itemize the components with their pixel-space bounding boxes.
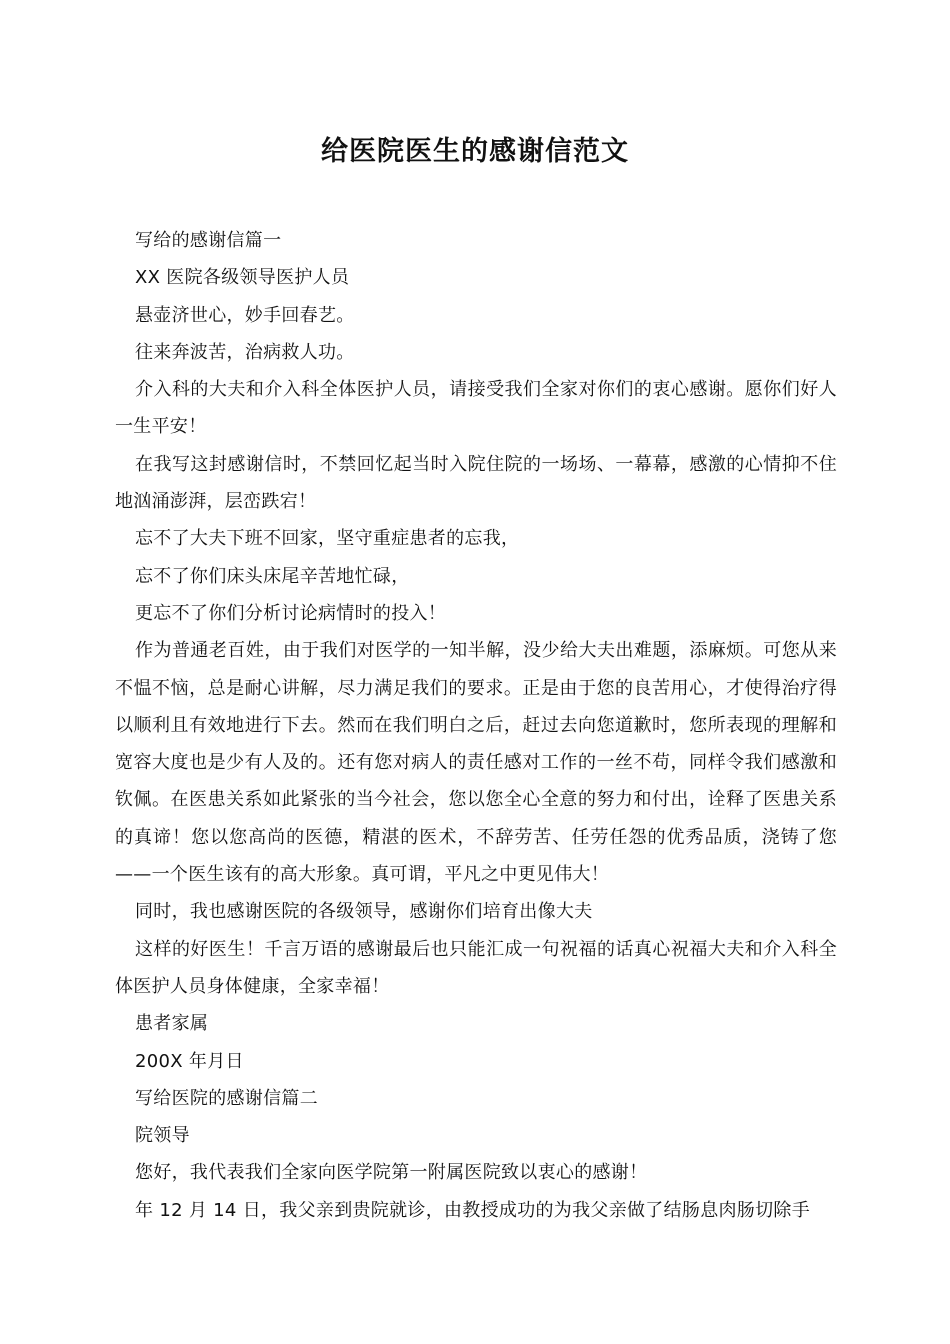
document-body <box>115 222 837 1229</box>
paragraph: XX 医院各级领导医护人员 <box>135 267 350 289</box>
paragraph: 忘不了你们床头床尾辛苦地忙碌， <box>135 565 410 587</box>
paragraph: 更忘不了你们分析讨论病情时的投入！ <box>135 602 447 624</box>
paragraph: 这样的好医生！千言万语的感谢最后也只能汇成一句祝福的话真心祝福大夫和介入科全体医护人员身体健康，全家幸福！ <box>115 938 837 997</box>
paragraph: 在我写这封感谢信时，不禁回忆起当时入院住院的一场场、一幕幕，感激的心情抑不住地汹涌澎湃，层峦跌宕！ <box>115 453 837 513</box>
paragraph: 写给的感谢信篇一 <box>135 230 282 251</box>
paragraph: 介入科的大夫和介入科全体医护人员，请接受我们全家对你们的衷心感谢。愿你们好人一生平安！ <box>115 379 837 438</box>
paragraph: 往来奔波苦，治病救人功。 <box>135 341 355 363</box>
paragraph: 200X 年月日 <box>135 1050 244 1072</box>
document-title: 给医院医生的感谢信范文 <box>321 136 629 167</box>
paragraph: 忘不了大夫下班不回家，坚守重症患者的忘我， <box>135 528 520 550</box>
paragraph: 悬壶济世心，妙手回春艺。 <box>135 304 355 326</box>
paragraph: 同时，我也感谢医院的各级领导，感谢你们培育出像大夫 <box>135 901 593 923</box>
paragraph: 写给医院的感谢信篇二 <box>135 1087 318 1109</box>
paragraph: 患者家属 <box>135 1013 209 1035</box>
paragraph: 年 12 月 14 日，我父亲到贵院就诊，由教授成功的为我父亲做了结肠息肉肠切除手 <box>135 1199 810 1221</box>
paragraph: 您好，我代表我们全家向医学院第一附属医院致以衷心的感谢！ <box>135 1162 648 1184</box>
paragraph: 院领导 <box>135 1125 190 1147</box>
paragraph: 作为普通老百姓，由于我们对医学的一知半解，没少给大夫出难题，添麻烦。可您从来不愠不恼，总是耐心讲解，尽力满足我们的要求。正是由于您的良苦用心，才使得治疗得以顺利且有效地进行下去。然而在我们明白之后，赶过去向您道歉时，您所表现的理解和宽容大度也是少有人及的。还有您对病人的责任感对工作的一丝不苟，同样令我们感激和钦佩。在医患关系如此紧张的当今社会，您以您全心全意的努力和付出，诠释了医患关系的真谛！您以您高尚的医德，精湛的医术，不辞劳苦、任劳任怨的优秀品质，浇铸了您——一个医生该有的高大形象。真可谓，平凡之中更见伟大！ <box>115 640 837 886</box>
